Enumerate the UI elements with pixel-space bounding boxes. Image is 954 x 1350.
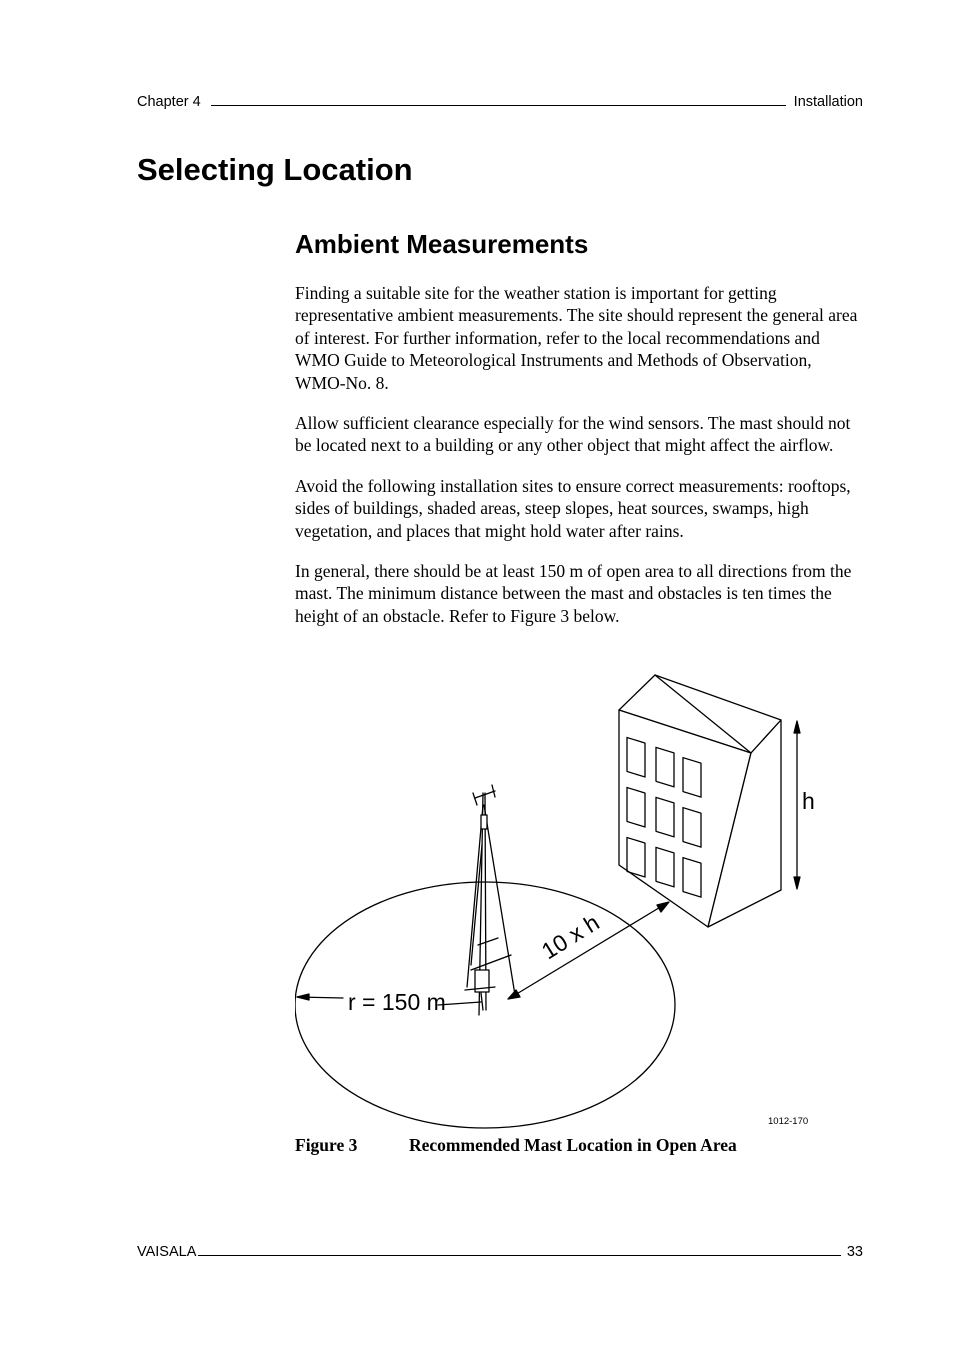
building-drawing xyxy=(619,675,781,927)
page-footer xyxy=(137,1240,863,1260)
weather-mast-drawing xyxy=(465,785,515,1015)
figure-caption xyxy=(295,1135,737,1156)
chapter-label: Chapter 4 xyxy=(137,94,201,110)
body-text xyxy=(295,282,860,645)
paragraph: Allow sufficient clearance especially for the wind sensors. The mast should not be located next to a building or any other object that might affect the airflow. xyxy=(295,413,851,456)
section-heading: Ambient Measurements xyxy=(295,229,589,259)
figure-caption-text: Recommended Mast Location in Open Area xyxy=(409,1135,737,1155)
page-header xyxy=(137,90,863,110)
paragraph: Avoid the following installation sites to ensure correct measurements: rooftops, sides of buildings, shaded areas, steep slopes, heat sources, swamps, high vegetation, and places that might hold water after rains. xyxy=(295,475,851,541)
company-name: VAISALA xyxy=(137,1244,197,1260)
figure-code: 1012-170 xyxy=(768,1116,809,1127)
section-label: Installation xyxy=(793,94,863,110)
height-dimension xyxy=(794,721,800,889)
radius-label: r = 150 m xyxy=(348,989,446,1015)
distance-label: 10 x h xyxy=(536,908,604,965)
figure-number: Figure 3 xyxy=(295,1135,358,1155)
mast-location-figure xyxy=(295,665,820,1130)
header-rule xyxy=(211,104,786,106)
paragraph: Finding a suitable site for the weather station is important for getting representative ambient measurements. The site should represent the general area of interest. For further information, refer to the local recommendations and WMO Guide to Meteorological Instruments and Methods of Observation, WMO-No. 8. xyxy=(295,283,858,393)
paragraph: In general, there should be at least 150 m of open area to all directions from the mast. The minimum distance between the mast and obstacles is ten times the height of an obstacle. Refer to Figure 3 below. xyxy=(295,561,852,626)
page-title: Selecting Location xyxy=(137,152,413,187)
footer-rule xyxy=(198,1254,840,1256)
page-number: 33 xyxy=(846,1244,863,1260)
height-label: h xyxy=(802,788,815,814)
